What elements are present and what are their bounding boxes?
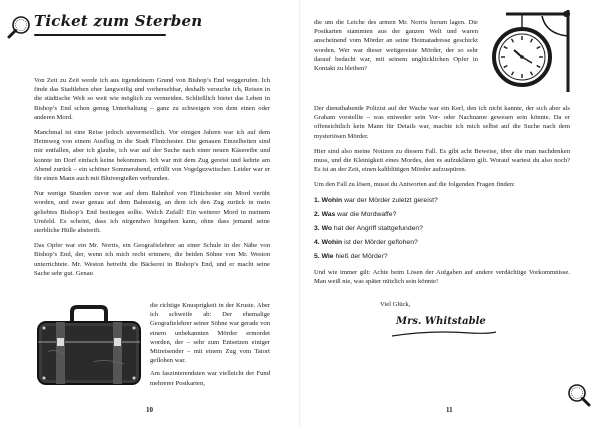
question-list (314, 196, 570, 262)
paragraph: Nur wenige Stunden zuvor war auf dem Bahnhof von Flintchester ein Mord verübt worden, und zwar genau auf dem Bahnsteig, an dem ich den Zug zurück in mein geliebtes Bishop’s End bestiegen sollte. Welch Zufall! Ein weiterer Mord in meinem Umfeld. Es scheint, dass ich nirgendwo hingehen kann, ohne dass jemand seine sterbliche Hülle abstreift. (34, 190, 270, 235)
paragraph: Der diensthabende Polizist auf der Wache war ein Kerl, den ich nicht kannte, der sich aber als Graham vorstellte – was entweder sein Vor- oder Nachname gewesen sein könnte. Da er offensichtlich kein Mann für Details war, machte ich mich selbst auf die Suche nach dem mysteriösen Mörder. (314, 105, 570, 140)
paragraph: Manchmal ist eine Reise jedoch unvermeidlich. Vor einigen Jahren war ich auf dem Heimweg von einem Ausflug in die Stadt Flintchester. Die genauen Einzelheiten sind mir entfallen, aber ich glaube, ich war auf der Suche nach einer neuen Käsereibe und konnte im Dorf einfach keine bekommen. Ich war mit dem Zug gereist und kehrte am Abend zurück – ein schöner Sommerabend, erfüllt von Vogelgezwitscher. Leider war er für einen Mann auch mit Blutvergießen verbunden. (34, 129, 270, 183)
paragraph: Am faszinierendsten war vielleicht der Fund mehrerer Postkarten, (150, 370, 270, 387)
paragraph: Von Zeit zu Zeit werde ich aus irgendeinem Grund von Bishop’s End weggerufen. Ich finde das Stadtleben eher langweilig und vorhersehbar, deshalb versuche ich, Reisen in die städtische Welt so weit wie möglich zu vermeiden. Schließlich bietet das Leben in Bishop’s End schon genug Unterhaltung – ganz zu schweigen von dem einen oder anderen Mord. (34, 77, 270, 121)
paragraph: Hier sind also meine Notizen zu diesem Fall. Es gibt acht Beweise, über die man nachdenken muss, und die Kleinigkeit eines Mordes, den es aufzuklären gilt. Worauf wartest du also noch? Es ist an der Zeit, einen kaltblütigen Mörder aufzuspüren. (314, 147, 570, 174)
paragraph: die richtige Knusprigkeit in der Kruste. Aber ich schweife ab: Der ehemalige Geografielehrer seiner Söhne war gerade von einem unbekannten Mörder ermordet worden, der – sehr zum Entsetzen einiger Mitreisender – mit einem Zug vom Tatort geflohen war. (150, 302, 270, 365)
magnifying-glass-icon (6, 14, 32, 40)
right-body-top (314, 18, 478, 79)
greeting: Viel Glück, (380, 301, 411, 308)
left-body (34, 76, 270, 278)
question-item: 1. Wohin war der Mörder zuletzt gereist? (314, 196, 438, 204)
right-body (314, 104, 570, 292)
left-body-wrap (150, 301, 270, 388)
hanging-clock-icon (484, 6, 582, 96)
paragraph: Das Opfer war ein Mr. Norris, ein Geografielehrer an einer Schule in der Nähe von Bishop’s End, der, wenn ich mich recht erinnere, die beiden Söhne von Mr. Weston unterrichtete. Mr. Weston betreibt die Bäckerei in Bishop’s End, und er macht seine Sache sehr gut. Genau (34, 242, 270, 277)
magnifying-glass-icon (566, 382, 592, 408)
page-number: 11 (446, 406, 453, 414)
chapter-title-text: Ticket zum Sterben (34, 12, 203, 30)
paragraph: Um den Fall zu lösen, musst du Antworten auf die folgenden Fragen finden: (314, 181, 515, 189)
signature-underline (390, 328, 500, 340)
page-number: 10 (146, 406, 153, 414)
paragraph: die um die Leiche des armen Mr. Norris herum lagen. Die Postkarten stammten aus der ganzen Welt und waren anscheinend vom Mörder an seine Heimatadresse geschickt worden. Wer war dieser weitgereiste Mörder, der so sehr darauf bedacht war, mit seinem unglücklichen Opfer in Kontakt zu bleiben? (314, 19, 478, 73)
question-item: 5. Wie hieß der Mörder? (314, 253, 388, 261)
signature: Mrs. Whitstable (396, 316, 486, 327)
paragraph: Und wie immer gilt: Achte beim Lösen der Aufgaben auf andere verdächtige Vorkommnisse. Man weiß nie, was später nützlich sein könnte! (314, 268, 570, 285)
chapter-title (34, 12, 202, 30)
right-page (300, 0, 600, 426)
suitcase-icon (34, 302, 144, 390)
question-item: 4. Wohin ist der Mörder geflohen? (314, 239, 418, 247)
question-item: 2. Was war die Mordwaffe? (314, 210, 397, 218)
title-underline (34, 34, 166, 36)
question-item: 3. Wo hat der Angriff stattgefunden? (314, 225, 423, 233)
